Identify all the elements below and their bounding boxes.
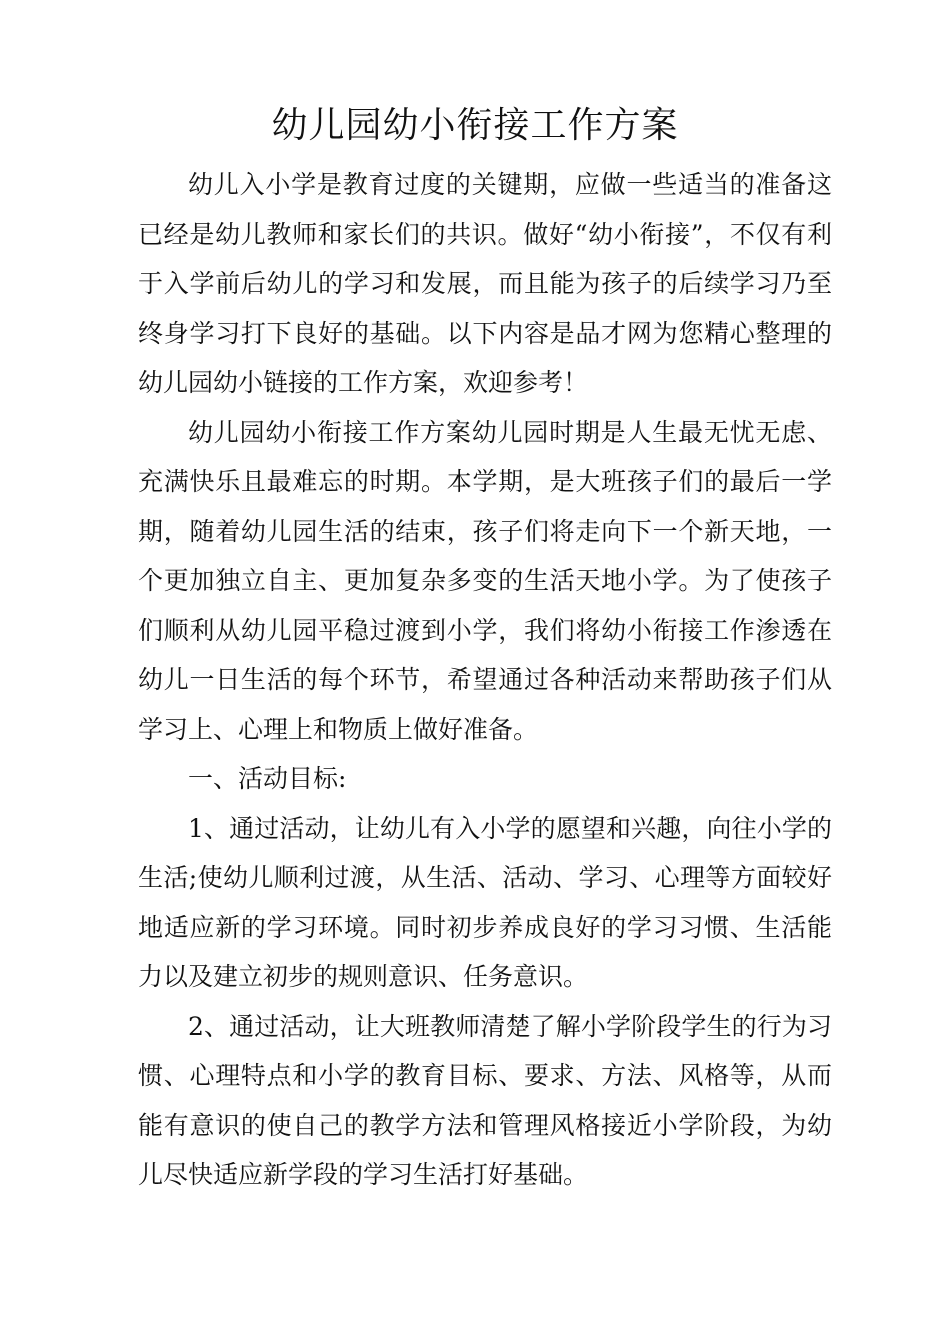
paragraph-background: 幼儿园幼小衔接工作方案幼儿园时期是人生最无忧无虑、充满快乐且最难忘的时期。本学期，是大班孩子们的最后一学期，随着幼儿园生活的结束，孩子们将走向下一个新天地，一个更加独立自主、更加复杂多变的生活天地小学。为了使孩子们顺利从幼儿园平稳过渡到小学，我们将幼小衔接工作渗透在幼儿一日生活的每个环节，希望通过各种活动来帮助孩子们从学习上、心理上和物质上做好准备。: [138, 417, 832, 744]
paragraph-goal-2: 2、通过活动，让大班教师清楚了解小学阶段学生的行为习惯、心理特点和小学的教育目标、要求、方法、风格等，从而能有意识的使自己的教学方法和管理风格接近小学阶段，为幼儿尽快适应新学段的学习生活打好基础。: [138, 1011, 832, 1189]
paragraph-goal-1: 1、通过活动，让幼儿有入小学的愿望和兴趣，向往小学的生活;使幼儿顺利过渡，从生活、活动、学习、心理等方面较好地适应新的学习环境。同时初步养成良好的学习习惯、生活能力以及建立初步的规则意识、任务意识。: [138, 813, 832, 991]
document-body: [138, 160, 832, 1200]
paragraph-intro: 幼儿入小学是教育过度的关键期，应做一些适当的准备这已经是幼儿教师和家长们的共识。做好“幼小衔接”，不仅有利于入学前后幼儿的学习和发展，而且能为孩子的后续学习乃至终身学习打下良好的基础。以下内容是品才网为您精心整理的幼儿园幼小链接的工作方案，欢迎参考！: [138, 170, 832, 397]
section-heading-goals: 一、活动目标:: [188, 764, 347, 793]
document-title: 幼儿园幼小衔接工作方案: [271, 105, 679, 146]
